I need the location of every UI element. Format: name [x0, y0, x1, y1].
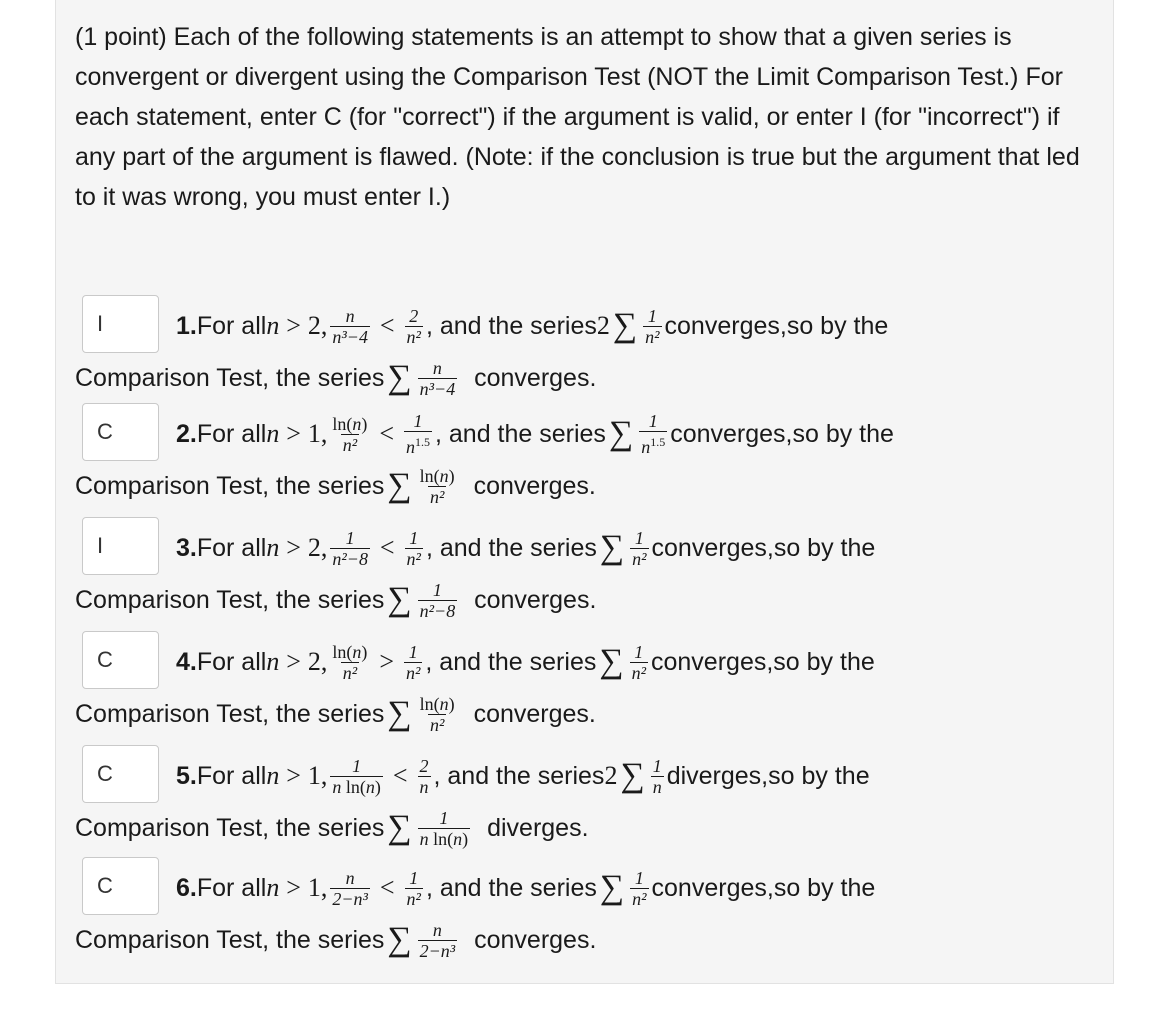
rhs-fraction-denominator: n² [406, 326, 421, 347]
conclusion-fraction-denominator: n³−4 [419, 378, 456, 399]
and-series-text: , and the series [425, 311, 597, 340]
lhs-fraction-numerator: 1 [345, 527, 355, 548]
statement-line-1-1 [176, 304, 888, 348]
sigma-icon: ∑ [599, 869, 625, 906]
rhs-fraction [404, 411, 432, 457]
statement-line-1-2 [176, 412, 894, 456]
conclusion-fraction-numerator: ln(n) [419, 465, 455, 486]
statement-line-2-3 [75, 578, 596, 622]
conclusion-fraction-denominator: n² [429, 714, 445, 735]
rhs-fraction-numerator: 1 [409, 527, 419, 548]
series-coefficient: 2 [604, 761, 618, 790]
rhs-fraction [404, 642, 422, 683]
conclusion-fraction-numerator: n [432, 919, 442, 940]
conclusion-text: converges. [473, 699, 596, 728]
comparison-fraction [630, 642, 648, 683]
lhs-fraction [330, 528, 370, 569]
rhs-fraction-denominator: n² [406, 662, 421, 683]
comparison-fraction-denominator: n² [632, 548, 647, 569]
lhs-fraction-numerator: n [345, 867, 355, 888]
lhs-fraction-numerator: ln(n) [332, 641, 368, 662]
rhs-fraction [418, 756, 431, 797]
lhs-fraction-denominator: n²−8 [332, 548, 368, 569]
comparison-fraction [651, 756, 664, 797]
answer-input-6[interactable] [82, 857, 159, 915]
conclusion-fraction-numerator: 1 [432, 579, 442, 600]
greater-than-sign: > [286, 419, 301, 448]
statement-line-1-4 [176, 640, 875, 684]
sigma-icon: ∑ [608, 415, 634, 452]
verdict-text: converges, [651, 647, 774, 676]
statement-line-1-6 [176, 866, 875, 910]
lhs-fraction-numerator: 1 [352, 755, 362, 776]
sigma-icon: ∑ [387, 359, 412, 396]
conclusion-fraction [418, 808, 471, 849]
rhs-fraction-numerator: 2 [409, 305, 419, 326]
inequality-sign: < [379, 533, 395, 562]
comparison-fraction-denominator: n² [645, 326, 660, 347]
comparison-fraction-numerator: 1 [647, 305, 657, 326]
variable-n: n [266, 311, 280, 340]
for-all-text: For all [196, 419, 267, 448]
sigma-icon: ∑ [620, 757, 645, 794]
statement-line-2-5 [75, 806, 589, 850]
greater-than-sign: > [286, 311, 301, 340]
rhs-fraction [405, 306, 423, 347]
conclusion-fraction [418, 466, 457, 507]
variable-n: n [266, 873, 280, 902]
inequality-sign: < [392, 761, 408, 790]
variable-n: n [266, 419, 280, 448]
verdict-text: diverges, [666, 761, 769, 790]
lhs-fraction [330, 414, 369, 455]
statement-line-2-6 [75, 918, 596, 962]
answer-input-2[interactable] [82, 403, 159, 461]
series-coefficient: 2 [596, 311, 610, 340]
lhs-fraction-denominator: n² [342, 434, 358, 455]
lower-bound: 1 [307, 873, 321, 902]
sigma-icon: ∑ [387, 921, 412, 958]
answer-input-1[interactable] [82, 295, 159, 353]
statement-line-2-4 [75, 692, 596, 736]
comparison-text: Comparison Test, the series [75, 363, 385, 392]
and-series-text: , and the series [425, 647, 597, 676]
greater-than-sign: > [286, 647, 301, 676]
statement-line-2-2 [75, 464, 596, 508]
comparison-fraction [630, 868, 648, 909]
so-by-text: so by the [773, 533, 876, 562]
for-all-text: For all [196, 873, 267, 902]
sigma-icon: ∑ [599, 643, 624, 680]
sigma-icon: ∑ [387, 467, 412, 504]
conclusion-fraction-numerator: 1 [439, 807, 449, 828]
variable-n: n [266, 647, 280, 676]
statement-number: 1. [176, 311, 197, 340]
sigma-icon: ∑ [387, 695, 412, 732]
greater-than-sign: > [286, 761, 301, 790]
lhs-fraction [330, 756, 383, 797]
variable-n: n [266, 761, 280, 790]
comparison-text: Comparison Test, the series [75, 471, 385, 500]
lower-bound: 2 [307, 533, 321, 562]
rhs-fraction-denominator: $n^{1.5}$ [404, 431, 432, 457]
comparison-fraction-numerator: 1 [652, 755, 662, 776]
conclusion-text: converges. [473, 471, 596, 500]
lhs-fraction-denominator: n² [342, 662, 358, 683]
lower-bound: 1 [307, 761, 321, 790]
rhs-fraction-denominator: n² [406, 548, 421, 569]
comma: , [320, 419, 328, 448]
problem-instructions: (1 point) Each of the following statements is an attempt to show that a given series is convergent or divergent using the Comparison Test (NOT the Limit Comparison Test.) For each statement, enter C (for "correct") if the argument is valid, or enter I (for "incorrect") if any part of the argument is flawed. (Note: if the conclusion is true but the argument that led to it was wrong, you must enter I.) [75, 23, 1080, 211]
verdict-text: converges, [664, 311, 787, 340]
comparison-fraction-denominator: n² [632, 888, 647, 909]
lhs-fraction-denominator: n ln(n) [332, 776, 381, 797]
conclusion-fraction-denominator: n²−8 [419, 600, 456, 621]
conclusion-fraction-denominator: n ln(n) [419, 828, 469, 849]
conclusion-fraction-denominator: 2−n³ [419, 940, 456, 961]
lhs-fraction-numerator: n [345, 305, 355, 326]
sigma-icon: ∑ [612, 307, 638, 344]
comma: , [320, 533, 328, 562]
comparison-fraction [630, 528, 648, 569]
lhs-fraction-denominator: n³−4 [332, 326, 368, 347]
comparison-fraction-denominator: n [652, 776, 662, 797]
sigma-icon: ∑ [599, 529, 625, 566]
sigma-icon: ∑ [387, 581, 412, 618]
comparison-fraction-numerator: 1 [634, 867, 644, 888]
conclusion-text: converges. [474, 925, 597, 954]
comma: , [320, 873, 328, 902]
lhs-fraction-denominator: 2−n³ [332, 888, 368, 909]
comparison-text: Comparison Test, the series [75, 813, 385, 842]
comparison-fraction-numerator: 1 [634, 527, 644, 548]
comparison-fraction [643, 306, 661, 347]
comma: , [320, 311, 328, 340]
comma: , [320, 761, 328, 790]
lower-bound: 2 [307, 647, 321, 676]
statement-number: 4. [176, 647, 197, 676]
lower-bound: 1 [307, 419, 321, 448]
inequality-sign: < [379, 419, 395, 448]
conclusion-fraction [418, 694, 457, 735]
greater-than-sign: > [286, 533, 301, 562]
comma: , [320, 647, 328, 676]
comparison-fraction [639, 411, 667, 457]
statement-line-2-1 [75, 356, 596, 400]
conclusion-fraction [418, 358, 458, 399]
for-all-text: For all [196, 533, 267, 562]
rhs-fraction-numerator: 1 [413, 411, 423, 431]
inequality-sign: < [379, 873, 395, 902]
inequality-sign: < [379, 311, 395, 340]
verdict-text: converges, [651, 533, 774, 562]
statement-number: 6. [176, 873, 197, 902]
lhs-fraction [330, 306, 370, 347]
sigma-icon: ∑ [387, 809, 412, 846]
comparison-text: Comparison Test, the series [75, 585, 385, 614]
conclusion-fraction-numerator: ln(n) [419, 693, 455, 714]
rhs-fraction-denominator: n² [406, 888, 421, 909]
so-by-text: so by the [773, 647, 875, 676]
verdict-text: converges, [651, 873, 774, 902]
comparison-fraction-denominator: $n^{1.5}$ [639, 431, 667, 457]
so-by-text: so by the [773, 873, 876, 902]
comparison-text: Comparison Test, the series [75, 699, 385, 728]
lhs-fraction-numerator: ln(n) [332, 413, 368, 434]
rhs-fraction [405, 528, 423, 569]
statement-number: 5. [176, 761, 197, 790]
so-by-text: so by the [768, 761, 870, 790]
statement-line-1-5 [176, 754, 870, 798]
statement-line-1-3 [176, 526, 875, 570]
for-all-text: For all [196, 647, 267, 676]
rhs-fraction-numerator: 1 [408, 641, 418, 662]
greater-than-sign: > [286, 873, 301, 902]
conclusion-text: converges. [474, 363, 597, 392]
rhs-fraction-denominator: n [419, 776, 429, 797]
conclusion-fraction-denominator: n² [429, 486, 445, 507]
conclusion-fraction-numerator: n [432, 357, 442, 378]
conclusion-text: converges. [474, 585, 597, 614]
and-series-text: , and the series [425, 533, 597, 562]
conclusion-text: diverges. [487, 813, 589, 842]
conclusion-fraction [418, 920, 458, 961]
rhs-fraction [405, 868, 423, 909]
lhs-fraction [330, 642, 369, 683]
comparison-text: Comparison Test, the series [75, 925, 385, 954]
comparison-fraction-numerator: 1 [634, 641, 644, 662]
answer-input-5[interactable] [82, 745, 159, 803]
verdict-text: converges, [670, 419, 793, 448]
and-series-text: , and the series [435, 419, 606, 448]
so-by-text: so by the [792, 419, 894, 448]
statement-number: 2. [176, 419, 197, 448]
answer-input-3[interactable] [82, 517, 159, 575]
and-series-text: , and the series [425, 873, 597, 902]
and-series-text: , and the series [433, 761, 605, 790]
inequality-sign: > [379, 647, 395, 676]
lower-bound: 2 [307, 311, 321, 340]
so-by-text: so by the [786, 311, 889, 340]
lhs-fraction [330, 868, 370, 909]
rhs-fraction-numerator: 2 [419, 755, 429, 776]
comparison-fraction-numerator: 1 [648, 411, 658, 431]
variable-n: n [266, 533, 280, 562]
for-all-text: For all [196, 311, 267, 340]
statement-number: 3. [176, 533, 197, 562]
comparison-fraction-denominator: n² [631, 662, 646, 683]
for-all-text: For all [196, 761, 267, 790]
rhs-fraction-numerator: 1 [409, 867, 419, 888]
conclusion-fraction [418, 580, 458, 621]
answer-input-4[interactable] [82, 631, 159, 689]
